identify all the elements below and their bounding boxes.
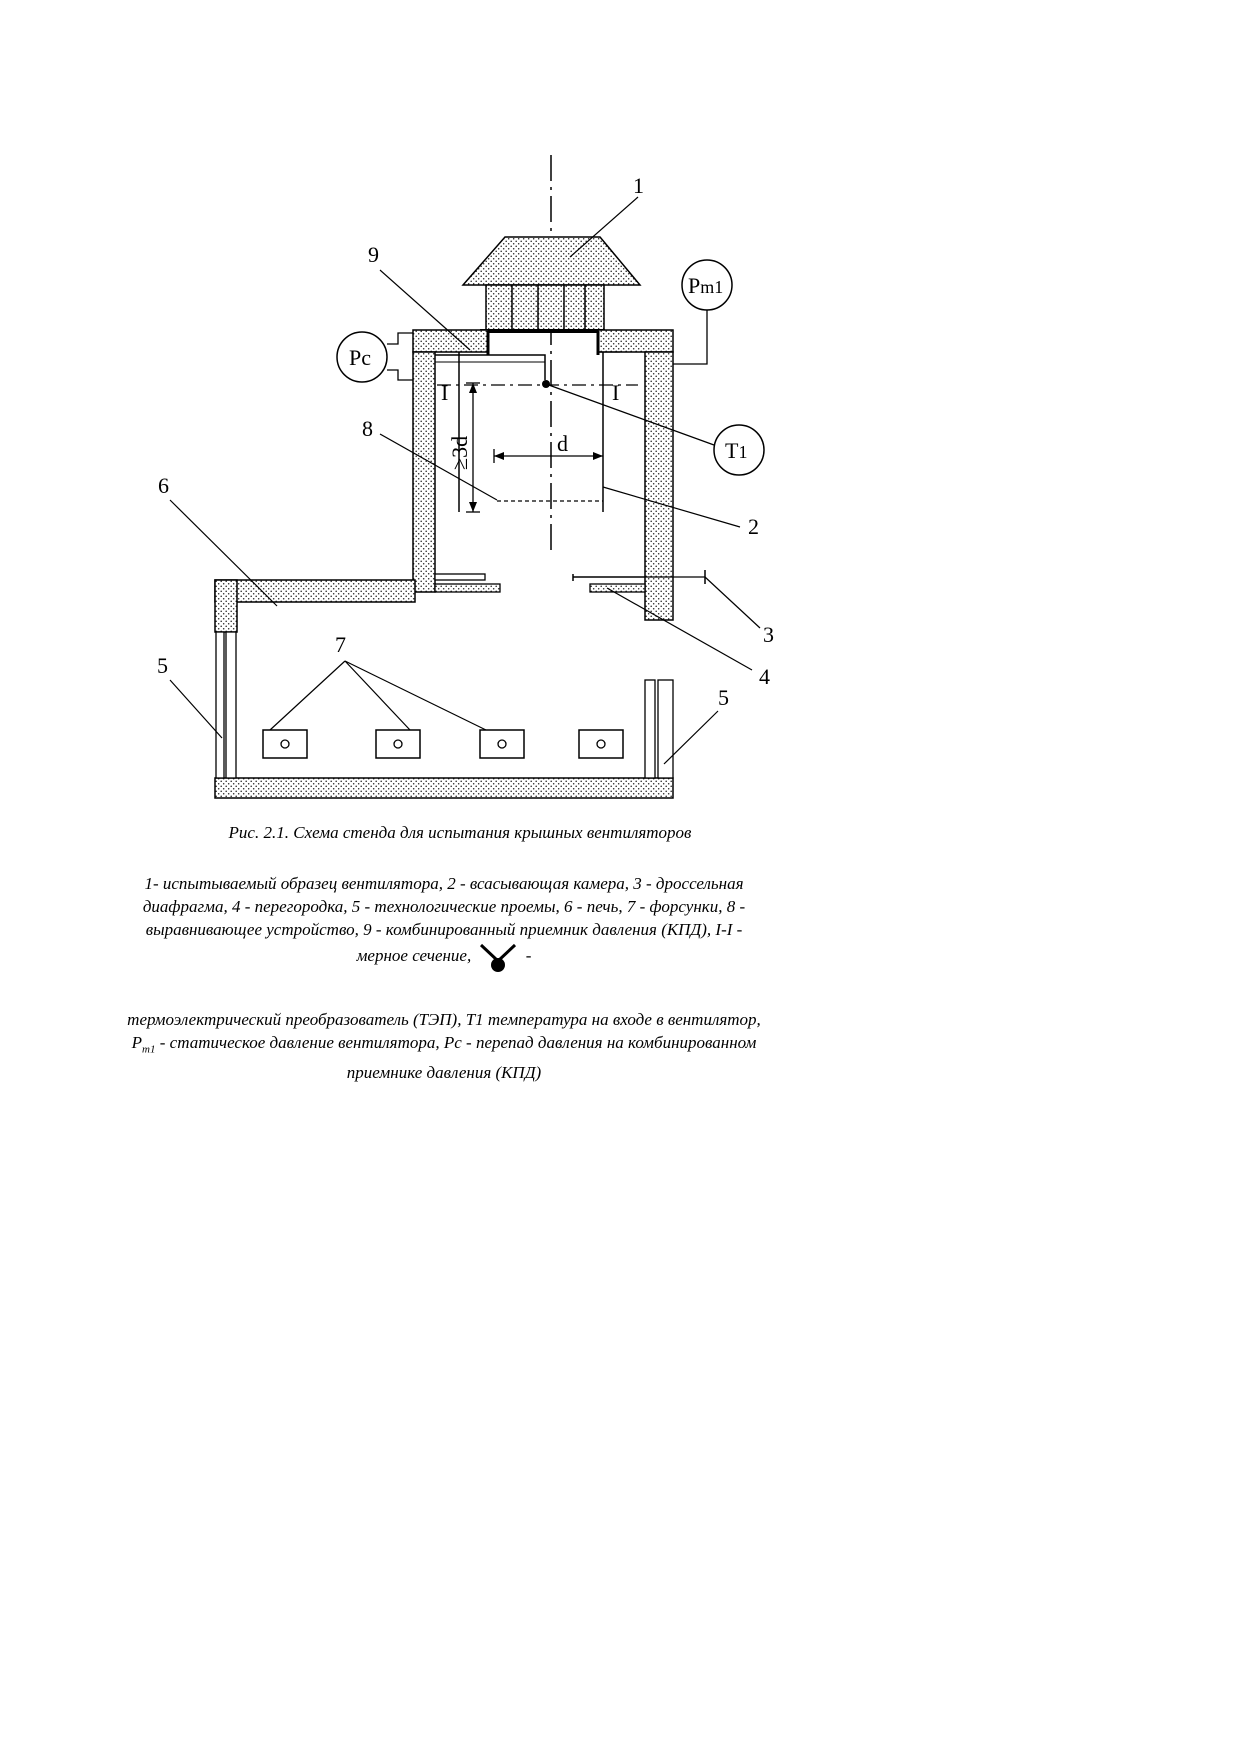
legend-pm1-main: P	[131, 1033, 143, 1052]
t1-sensor-label-main: T	[725, 438, 739, 463]
pressure-receiver	[435, 355, 545, 380]
pc-gauge-label: Pc	[349, 345, 371, 370]
legend-line-2: термоэлектрический преобразователь (ТЭП), Т1 температура на входе в вентилятор,	[127, 1010, 761, 1029]
label-6: 6	[158, 473, 169, 498]
dimension-diameter-label: d	[557, 431, 568, 456]
pm1-gauge-label-sub: m1	[700, 277, 724, 297]
legend-line-3: - статическое давление вентилятора, Рс - перепад давления на комбинированном приемнике давления (КПД)	[159, 1033, 757, 1083]
label-3: 3	[763, 622, 774, 647]
legend-paragraph-1	[118, 872, 770, 975]
legend-gap	[118, 975, 770, 1008]
nozzles	[263, 730, 623, 758]
label-9: 9	[368, 242, 379, 267]
section-label-right: I	[612, 380, 620, 405]
figure-legend	[118, 872, 770, 1084]
figure-caption: Рис. 2.1. Схема стенда для испытания крышных вентиляторов	[228, 823, 692, 842]
legend-line-1-end: -	[525, 946, 532, 965]
tep-symbol-icon	[479, 941, 517, 975]
label-2: 2	[748, 514, 759, 539]
leader-3	[705, 577, 760, 628]
pm1-gauge-label	[688, 273, 723, 298]
fan-sample	[463, 237, 640, 330]
leader-5-left	[170, 680, 222, 738]
legend-line-1: 1- испытываемый образец вентилятора, 2 - всасывающая камера, 3 - дроссельная диафрагма, 4 - перегородка, 5 - технологические проемы, 6 - печь, 7 - форсунки, 8 - выравнивающее устройство, 9 - комбинированный приемник давления (КПД), I-I - мерное сечение,	[142, 874, 746, 965]
dimension-diameter	[494, 449, 603, 463]
leader-8	[380, 434, 497, 500]
dimension-height-label: ≥3d	[447, 435, 472, 470]
lower-body	[215, 580, 673, 798]
legend-paragraph-2	[118, 1008, 770, 1084]
suction-chamber	[459, 352, 603, 512]
legend-pm1-sub: m1	[142, 1043, 156, 1056]
label-5-right: 5	[718, 685, 729, 710]
test-stand-diagram	[0, 0, 1240, 820]
legend-pm1	[131, 1033, 156, 1056]
label-1: 1	[633, 173, 644, 198]
pm1-gauge-label-main: P	[688, 273, 701, 298]
section-label-left: I	[441, 380, 449, 405]
t1-sensor-label	[725, 438, 747, 463]
leader-7	[270, 661, 486, 730]
label-8: 8	[362, 416, 373, 441]
label-5-left: 5	[157, 653, 168, 678]
t1-sensor-label-sub: 1	[738, 442, 748, 462]
partition	[435, 584, 645, 592]
label-7: 7	[335, 632, 346, 657]
label-4: 4	[759, 664, 770, 689]
